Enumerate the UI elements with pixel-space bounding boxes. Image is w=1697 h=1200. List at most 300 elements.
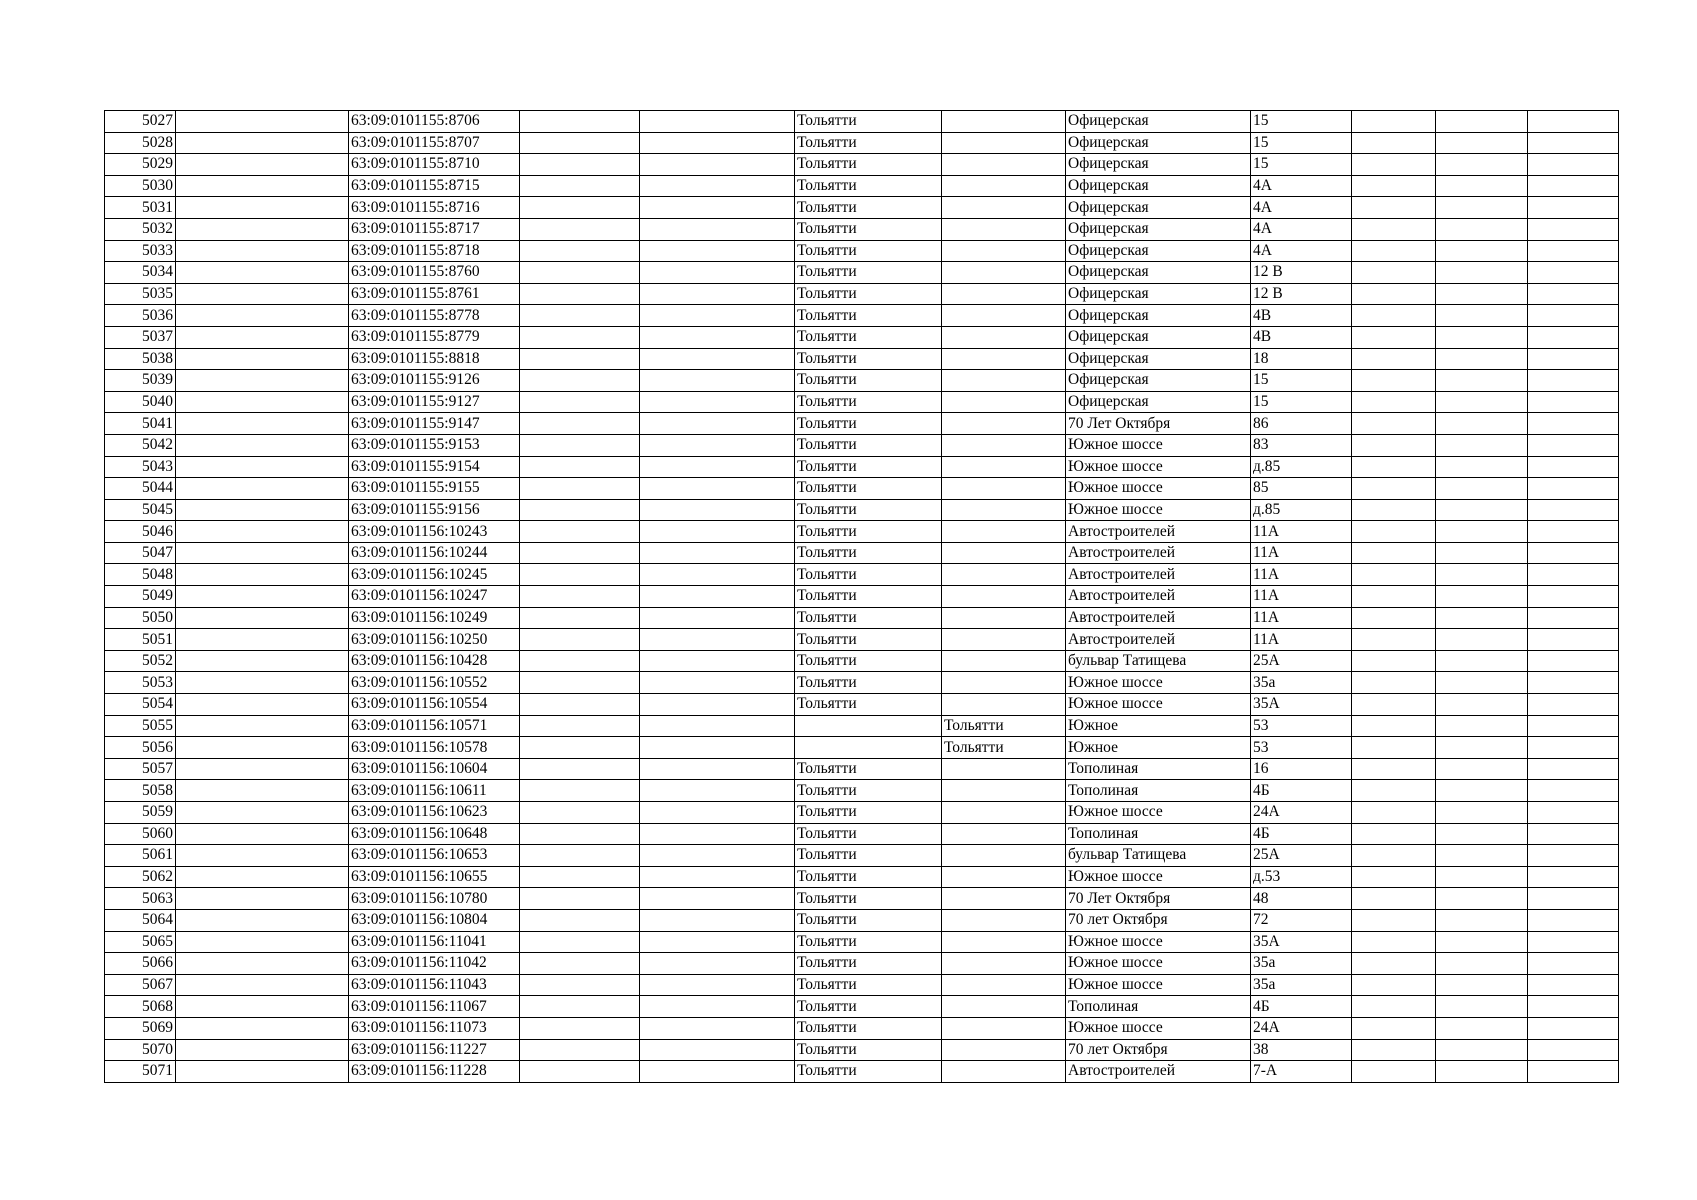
house-number-cell: 11А <box>1251 521 1352 543</box>
empty-cell <box>1436 715 1528 737</box>
empty-cell <box>1352 132 1436 154</box>
row-number-cell: 5071 <box>105 1061 176 1083</box>
street-cell: Офицерская <box>1066 132 1251 154</box>
empty-cell <box>640 694 795 716</box>
row-number-cell: 5042 <box>105 434 176 456</box>
table-row <box>105 175 1619 197</box>
table-row <box>105 434 1619 456</box>
cadastral-number-cell: 63:09:0101156:10611 <box>349 780 520 802</box>
table-row <box>105 564 1619 586</box>
city-alt-cell <box>942 111 1066 133</box>
empty-cell <box>176 909 349 931</box>
empty-cell <box>1528 175 1619 197</box>
empty-cell <box>1528 866 1619 888</box>
empty-cell <box>1436 456 1528 478</box>
house-number-cell: 11А <box>1251 607 1352 629</box>
table-row <box>105 953 1619 975</box>
empty-cell <box>1436 262 1528 284</box>
city-alt-cell <box>942 672 1066 694</box>
street-cell: Автостроителей <box>1066 521 1251 543</box>
row-number-cell: 5069 <box>105 1017 176 1039</box>
empty-cell <box>640 456 795 478</box>
cadastral-number-cell: 63:09:0101156:11067 <box>349 996 520 1018</box>
empty-cell <box>640 607 795 629</box>
empty-cell <box>520 326 640 348</box>
empty-cell <box>640 154 795 176</box>
street-cell: Офицерская <box>1066 305 1251 327</box>
house-number-cell: 53 <box>1251 715 1352 737</box>
cadastral-number-cell: 63:09:0101155:8707 <box>349 132 520 154</box>
empty-cell <box>1528 586 1619 608</box>
city-alt-cell <box>942 931 1066 953</box>
empty-cell <box>1352 391 1436 413</box>
table-row <box>105 154 1619 176</box>
row-number-cell: 5046 <box>105 521 176 543</box>
empty-cell <box>1352 823 1436 845</box>
row-number-cell: 5058 <box>105 780 176 802</box>
empty-cell <box>176 478 349 500</box>
empty-cell <box>520 715 640 737</box>
empty-cell <box>640 888 795 910</box>
table-row <box>105 715 1619 737</box>
city-alt-cell <box>942 132 1066 154</box>
city-alt-cell <box>942 866 1066 888</box>
empty-cell <box>1528 542 1619 564</box>
table-row <box>105 802 1619 824</box>
table-row <box>105 866 1619 888</box>
empty-cell <box>1436 154 1528 176</box>
empty-cell <box>640 996 795 1018</box>
empty-cell <box>640 542 795 564</box>
city-alt-cell <box>942 499 1066 521</box>
city-cell: Тольятти <box>795 370 942 392</box>
street-cell: Южное шоссе <box>1066 694 1251 716</box>
empty-cell <box>520 866 640 888</box>
empty-cell <box>520 650 640 672</box>
empty-cell <box>640 111 795 133</box>
empty-cell <box>1436 607 1528 629</box>
empty-cell <box>1352 240 1436 262</box>
empty-cell <box>520 305 640 327</box>
city-alt-cell <box>942 1039 1066 1061</box>
city-cell <box>795 715 942 737</box>
city-cell: Тольятти <box>795 823 942 845</box>
row-number-cell: 5029 <box>105 154 176 176</box>
city-cell: Тольятти <box>795 888 942 910</box>
city-cell: Тольятти <box>795 1017 942 1039</box>
row-number-cell: 5055 <box>105 715 176 737</box>
cadastral-number-cell: 63:09:0101156:10247 <box>349 586 520 608</box>
empty-cell <box>640 434 795 456</box>
empty-cell <box>1436 413 1528 435</box>
city-alt-cell <box>942 586 1066 608</box>
empty-cell <box>520 240 640 262</box>
street-cell: Южное шоссе <box>1066 931 1251 953</box>
house-number-cell: 11А <box>1251 564 1352 586</box>
city-cell: Тольятти <box>795 326 942 348</box>
empty-cell <box>1352 974 1436 996</box>
empty-cell <box>176 931 349 953</box>
row-number-cell: 5067 <box>105 974 176 996</box>
table-row <box>105 218 1619 240</box>
house-number-cell: 85 <box>1251 478 1352 500</box>
table-row <box>105 499 1619 521</box>
street-cell: Автостроителей <box>1066 564 1251 586</box>
city-cell: Тольятти <box>795 499 942 521</box>
empty-cell <box>1436 996 1528 1018</box>
empty-cell <box>176 154 349 176</box>
house-number-cell: 15 <box>1251 154 1352 176</box>
table-row <box>105 370 1619 392</box>
empty-cell <box>1528 996 1619 1018</box>
city-alt-cell <box>942 283 1066 305</box>
house-number-cell: 16 <box>1251 758 1352 780</box>
street-cell: Офицерская <box>1066 154 1251 176</box>
city-cell: Тольятти <box>795 607 942 629</box>
empty-cell <box>640 218 795 240</box>
empty-cell <box>520 974 640 996</box>
empty-cell <box>640 132 795 154</box>
city-alt-cell <box>942 694 1066 716</box>
city-cell: Тольятти <box>795 974 942 996</box>
table-row <box>105 326 1619 348</box>
empty-cell <box>640 909 795 931</box>
empty-cell <box>1352 348 1436 370</box>
empty-cell <box>1352 694 1436 716</box>
empty-cell <box>1352 758 1436 780</box>
empty-cell <box>176 953 349 975</box>
empty-cell <box>640 1061 795 1083</box>
empty-cell <box>1352 953 1436 975</box>
street-cell: Тополиная <box>1066 758 1251 780</box>
empty-cell <box>176 262 349 284</box>
street-cell: Офицерская <box>1066 197 1251 219</box>
empty-cell <box>1528 154 1619 176</box>
empty-cell <box>640 262 795 284</box>
cadastral-number-cell: 63:09:0101156:10571 <box>349 715 520 737</box>
table-row <box>105 197 1619 219</box>
empty-cell <box>640 175 795 197</box>
street-cell: Офицерская <box>1066 111 1251 133</box>
street-cell: Офицерская <box>1066 240 1251 262</box>
table-row <box>105 607 1619 629</box>
street-cell: бульвар Татищева <box>1066 650 1251 672</box>
empty-cell <box>1528 909 1619 931</box>
empty-cell <box>520 132 640 154</box>
empty-cell <box>1528 715 1619 737</box>
cadastral-number-cell: 63:09:0101156:10623 <box>349 802 520 824</box>
empty-cell <box>640 586 795 608</box>
empty-cell <box>176 737 349 759</box>
cadastral-number-cell: 63:09:0101155:8778 <box>349 305 520 327</box>
house-number-cell: 4Б <box>1251 780 1352 802</box>
empty-cell <box>1352 542 1436 564</box>
house-number-cell: 35а <box>1251 953 1352 975</box>
cadastral-number-cell: 63:09:0101155:9127 <box>349 391 520 413</box>
city-alt-cell: Тольятти <box>942 715 1066 737</box>
city-alt-cell <box>942 456 1066 478</box>
house-number-cell: 12 В <box>1251 283 1352 305</box>
house-number-cell: 4В <box>1251 326 1352 348</box>
city-cell: Тольятти <box>795 175 942 197</box>
house-number-cell: 4А <box>1251 218 1352 240</box>
empty-cell <box>640 866 795 888</box>
empty-cell <box>1436 974 1528 996</box>
empty-cell <box>1436 1039 1528 1061</box>
empty-cell <box>1528 802 1619 824</box>
house-number-cell: 24А <box>1251 1017 1352 1039</box>
cadastral-number-cell: 63:09:0101155:9153 <box>349 434 520 456</box>
empty-cell <box>1528 823 1619 845</box>
empty-cell <box>1352 931 1436 953</box>
row-number-cell: 5050 <box>105 607 176 629</box>
empty-cell <box>640 715 795 737</box>
empty-cell <box>1436 132 1528 154</box>
empty-cell <box>1528 326 1619 348</box>
empty-cell <box>1436 564 1528 586</box>
table-row <box>105 1039 1619 1061</box>
empty-cell <box>1352 996 1436 1018</box>
city-cell: Тольятти <box>795 953 942 975</box>
row-number-cell: 5036 <box>105 305 176 327</box>
empty-cell <box>520 953 640 975</box>
empty-cell <box>176 283 349 305</box>
row-number-cell: 5065 <box>105 931 176 953</box>
row-number-cell: 5031 <box>105 197 176 219</box>
street-cell: Южное шоссе <box>1066 672 1251 694</box>
empty-cell <box>176 974 349 996</box>
empty-cell <box>176 1017 349 1039</box>
empty-cell <box>1352 1061 1436 1083</box>
street-cell: Офицерская <box>1066 326 1251 348</box>
city-cell: Тольятти <box>795 197 942 219</box>
cadastral-number-cell: 63:09:0101156:11043 <box>349 974 520 996</box>
street-cell: Южное <box>1066 737 1251 759</box>
city-alt-cell <box>942 996 1066 1018</box>
table-row <box>105 521 1619 543</box>
cadastral-register-table <box>104 110 1619 1083</box>
street-cell: Южное шоссе <box>1066 456 1251 478</box>
empty-cell <box>1436 866 1528 888</box>
cadastral-number-cell: 63:09:0101156:10552 <box>349 672 520 694</box>
empty-cell <box>640 737 795 759</box>
row-number-cell: 5030 <box>105 175 176 197</box>
cadastral-number-cell: 63:09:0101155:8715 <box>349 175 520 197</box>
city-alt-cell <box>942 197 1066 219</box>
street-cell: Офицерская <box>1066 175 1251 197</box>
empty-cell <box>1436 629 1528 651</box>
street-cell: 70 лет Октября <box>1066 1039 1251 1061</box>
cadastral-number-cell: 63:09:0101155:9147 <box>349 413 520 435</box>
empty-cell <box>520 996 640 1018</box>
empty-cell <box>1436 370 1528 392</box>
empty-cell <box>640 499 795 521</box>
cadastral-number-cell: 63:09:0101156:11227 <box>349 1039 520 1061</box>
row-number-cell: 5057 <box>105 758 176 780</box>
cadastral-number-cell: 63:09:0101155:8716 <box>349 197 520 219</box>
city-alt-cell <box>942 607 1066 629</box>
table-row <box>105 996 1619 1018</box>
city-alt-cell <box>942 326 1066 348</box>
house-number-cell: 4Б <box>1251 996 1352 1018</box>
table-row <box>105 305 1619 327</box>
street-cell: Южное шоссе <box>1066 1017 1251 1039</box>
empty-cell <box>1352 586 1436 608</box>
empty-cell <box>176 845 349 867</box>
empty-cell <box>1436 478 1528 500</box>
table-row <box>105 262 1619 284</box>
empty-cell <box>1528 370 1619 392</box>
empty-cell <box>176 866 349 888</box>
empty-cell <box>1528 499 1619 521</box>
street-cell: бульвар Татищева <box>1066 845 1251 867</box>
street-cell: 70 Лет Октября <box>1066 413 1251 435</box>
street-cell: Офицерская <box>1066 283 1251 305</box>
city-cell: Тольятти <box>795 305 942 327</box>
empty-cell <box>1528 218 1619 240</box>
house-number-cell: 4В <box>1251 305 1352 327</box>
table-row <box>105 694 1619 716</box>
empty-cell <box>1352 197 1436 219</box>
cadastral-number-cell: 63:09:0101155:9156 <box>349 499 520 521</box>
table-row <box>105 586 1619 608</box>
empty-cell <box>176 175 349 197</box>
street-cell: Южное шоссе <box>1066 953 1251 975</box>
city-cell: Тольятти <box>795 1039 942 1061</box>
empty-cell <box>1528 305 1619 327</box>
row-number-cell: 5028 <box>105 132 176 154</box>
empty-cell <box>176 996 349 1018</box>
city-cell: Тольятти <box>795 154 942 176</box>
empty-cell <box>176 888 349 910</box>
empty-cell <box>1436 672 1528 694</box>
cadastral-number-cell: 63:09:0101156:11228 <box>349 1061 520 1083</box>
cadastral-number-cell: 63:09:0101156:10428 <box>349 650 520 672</box>
empty-cell <box>1352 888 1436 910</box>
empty-cell <box>640 521 795 543</box>
cadastral-number-cell: 63:09:0101156:10249 <box>349 607 520 629</box>
empty-cell <box>1528 240 1619 262</box>
empty-cell <box>1352 283 1436 305</box>
row-number-cell: 5068 <box>105 996 176 1018</box>
empty-cell <box>640 326 795 348</box>
city-alt-cell <box>942 521 1066 543</box>
house-number-cell: 25А <box>1251 845 1352 867</box>
empty-cell <box>1528 348 1619 370</box>
empty-cell <box>1352 370 1436 392</box>
city-alt-cell <box>942 413 1066 435</box>
empty-cell <box>1528 737 1619 759</box>
empty-cell <box>1352 175 1436 197</box>
street-cell: Южное шоссе <box>1066 974 1251 996</box>
empty-cell <box>1352 478 1436 500</box>
empty-cell <box>520 391 640 413</box>
cadastral-number-cell: 63:09:0101155:9126 <box>349 370 520 392</box>
table-row <box>105 240 1619 262</box>
empty-cell <box>176 629 349 651</box>
cadastral-number-cell: 63:09:0101155:8779 <box>349 326 520 348</box>
house-number-cell: 11А <box>1251 629 1352 651</box>
house-number-cell: 7-А <box>1251 1061 1352 1083</box>
empty-cell <box>1352 672 1436 694</box>
empty-cell <box>176 607 349 629</box>
empty-cell <box>520 672 640 694</box>
empty-cell <box>1436 802 1528 824</box>
city-alt-cell <box>942 305 1066 327</box>
empty-cell <box>176 348 349 370</box>
empty-cell <box>520 262 640 284</box>
street-cell: 70 лет Октября <box>1066 909 1251 931</box>
empty-cell <box>1436 175 1528 197</box>
empty-cell <box>1436 823 1528 845</box>
empty-cell <box>1528 1017 1619 1039</box>
cadastral-number-cell: 63:09:0101155:8718 <box>349 240 520 262</box>
empty-cell <box>1352 650 1436 672</box>
table-body <box>105 111 1619 1083</box>
city-alt-cell <box>942 1017 1066 1039</box>
street-cell: Южное шоссе <box>1066 802 1251 824</box>
house-number-cell: 86 <box>1251 413 1352 435</box>
empty-cell <box>1352 434 1436 456</box>
empty-cell <box>520 499 640 521</box>
row-number-cell: 5044 <box>105 478 176 500</box>
city-cell <box>795 737 942 759</box>
empty-cell <box>176 715 349 737</box>
empty-cell <box>520 111 640 133</box>
cadastral-number-cell: 63:09:0101155:8710 <box>349 154 520 176</box>
empty-cell <box>1436 499 1528 521</box>
empty-cell <box>520 845 640 867</box>
empty-cell <box>640 650 795 672</box>
empty-cell <box>176 413 349 435</box>
empty-cell <box>1528 521 1619 543</box>
empty-cell <box>1528 564 1619 586</box>
street-cell: Южное шоссе <box>1066 866 1251 888</box>
cadastral-number-cell: 63:09:0101155:9155 <box>349 478 520 500</box>
table-row <box>105 542 1619 564</box>
empty-cell <box>176 672 349 694</box>
city-cell: Тольятти <box>795 672 942 694</box>
empty-cell <box>1352 715 1436 737</box>
empty-cell <box>176 197 349 219</box>
empty-cell <box>1352 845 1436 867</box>
empty-cell <box>176 564 349 586</box>
empty-cell <box>1528 283 1619 305</box>
empty-cell <box>1528 132 1619 154</box>
empty-cell <box>176 650 349 672</box>
row-number-cell: 5066 <box>105 953 176 975</box>
cadastral-number-cell: 63:09:0101155:8706 <box>349 111 520 133</box>
cadastral-number-cell: 63:09:0101156:11073 <box>349 1017 520 1039</box>
city-alt-cell <box>942 974 1066 996</box>
empty-cell <box>1528 845 1619 867</box>
empty-cell <box>176 1061 349 1083</box>
empty-cell <box>640 370 795 392</box>
empty-cell <box>1528 607 1619 629</box>
table-row <box>105 111 1619 133</box>
empty-cell <box>640 240 795 262</box>
cadastral-number-cell: 63:09:0101156:10243 <box>349 521 520 543</box>
city-alt-cell <box>942 802 1066 824</box>
row-number-cell: 5032 <box>105 218 176 240</box>
empty-cell <box>1528 456 1619 478</box>
city-alt-cell: Тольятти <box>942 737 1066 759</box>
table-row <box>105 823 1619 845</box>
empty-cell <box>640 197 795 219</box>
empty-cell <box>176 823 349 845</box>
row-number-cell: 5051 <box>105 629 176 651</box>
empty-cell <box>1436 326 1528 348</box>
